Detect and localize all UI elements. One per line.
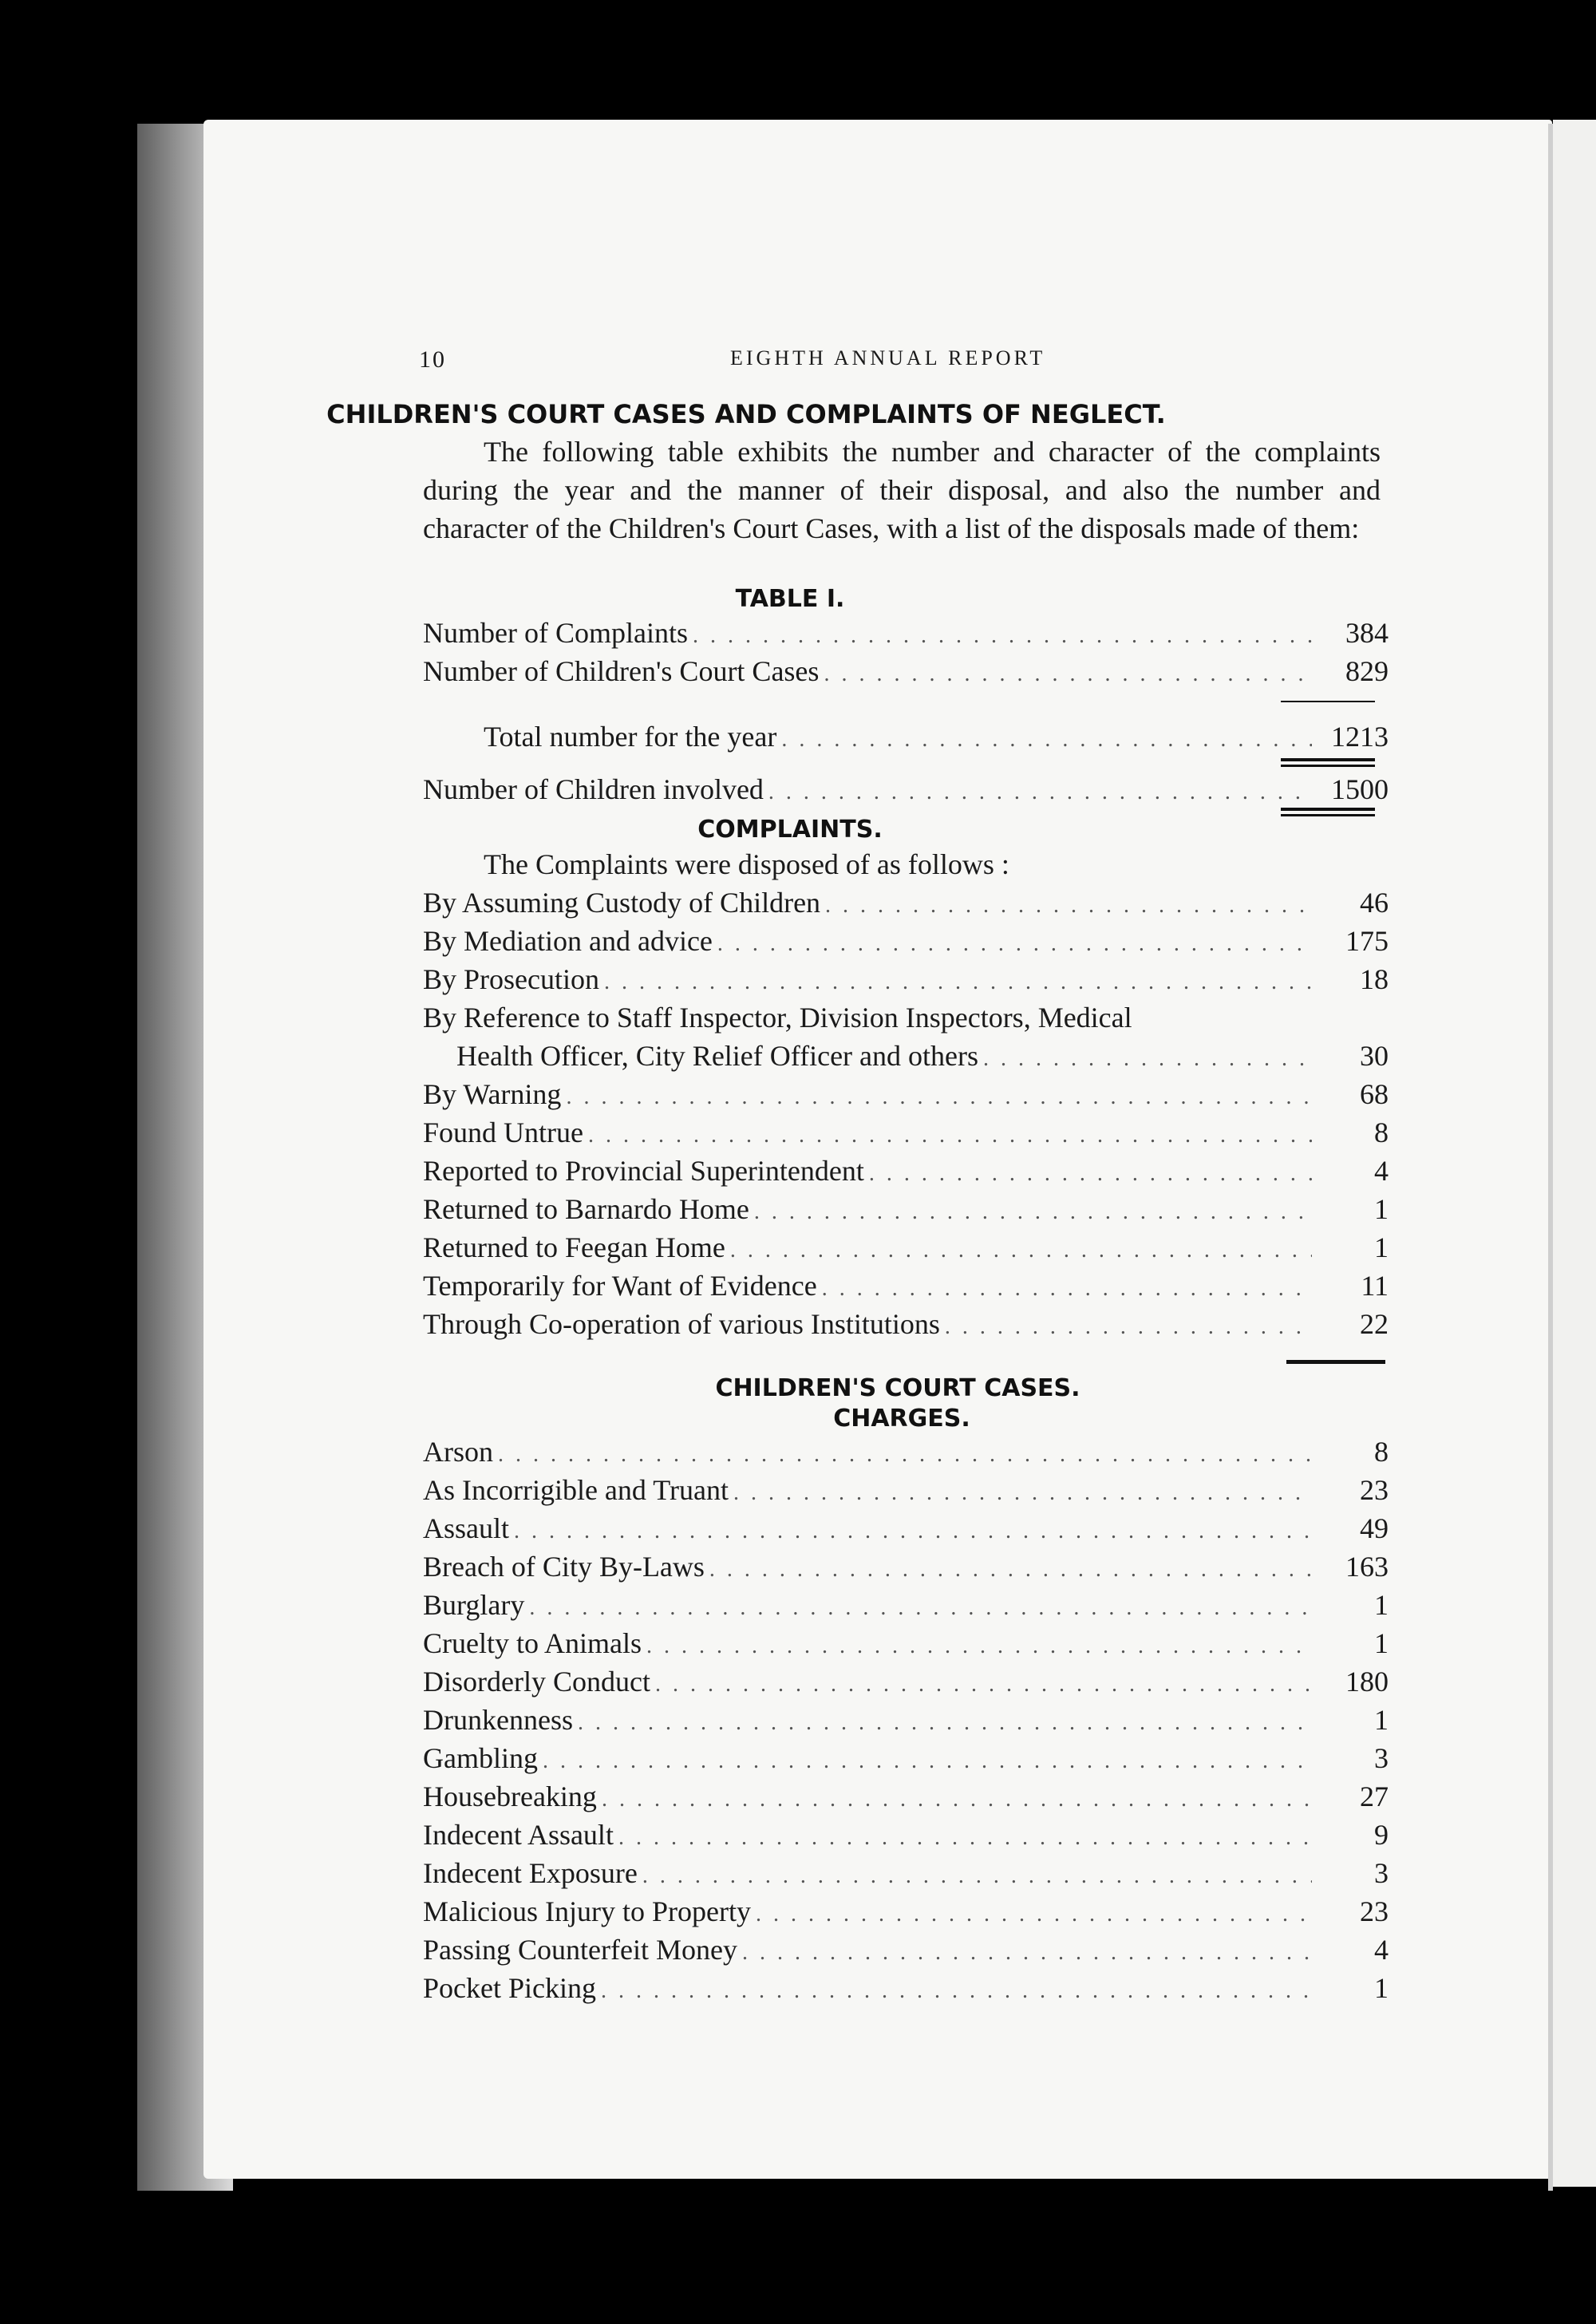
complaint-row <box>423 1152 1389 1189</box>
row-value: 68 <box>1360 1078 1389 1110</box>
charge-row <box>423 1970 1389 2006</box>
row-label: Gambling <box>423 1742 538 1774</box>
charge-row <box>423 1625 1389 1662</box>
running-head: EIGHTH ANNUAL REPORT <box>730 346 1046 370</box>
complaints-intro: The Complaints were disposed of as follows : <box>484 848 1009 880</box>
row-label: Drunkenness <box>423 1704 573 1736</box>
row-value: 27 <box>1360 1781 1389 1812</box>
complaint-row <box>423 1191 1389 1227</box>
row-value: 22 <box>1360 1308 1389 1340</box>
row-label: Passing Counterfeit Money <box>423 1934 737 1966</box>
row-label: Housebreaking <box>423 1781 597 1812</box>
row-value: 18 <box>1360 963 1389 995</box>
row-label: By Warning <box>423 1078 562 1110</box>
charge-row <box>423 1740 1389 1777</box>
table1-row-total <box>423 718 1389 755</box>
row-label: Returned to Feegan Home <box>423 1231 725 1263</box>
subtotal-rule <box>1281 701 1375 702</box>
row-value: 23 <box>1360 1895 1389 1927</box>
row-value: 1 <box>1374 1627 1389 1659</box>
charge-row <box>423 1778 1389 1815</box>
complaint-row <box>423 1306 1389 1342</box>
row-value: 11 <box>1361 1270 1389 1302</box>
complaint-row <box>423 1267 1389 1304</box>
row-value: 1 <box>1374 1231 1389 1263</box>
total-rule-double <box>1281 765 1375 767</box>
complaint-row <box>423 1038 1389 1074</box>
charge-row <box>423 1587 1389 1623</box>
row-value: 3 <box>1374 1857 1389 1889</box>
row-label: By Assuming Custody of Children <box>423 887 821 919</box>
row-label: Arson <box>423 1436 493 1468</box>
charge-row <box>423 1931 1389 1968</box>
row-value: 23 <box>1360 1474 1389 1506</box>
row-value: 49 <box>1360 1512 1389 1544</box>
row-value: 829 <box>1345 655 1389 687</box>
page-header <box>419 346 1377 378</box>
charge-row <box>423 1893 1389 1930</box>
total-rule <box>1281 758 1375 761</box>
row-label: Breach of City By-Laws <box>423 1551 705 1583</box>
charge-row <box>423 1548 1389 1585</box>
row-value: 1213 <box>1331 721 1389 753</box>
table1-row-court-cases <box>423 653 1389 690</box>
row-label: Burglary <box>423 1589 525 1621</box>
facing-page-edge <box>1553 120 1596 2187</box>
complaint-row <box>423 1076 1389 1113</box>
charge-row <box>423 1816 1389 1853</box>
row-label: Returned to Barnardo Home <box>423 1193 749 1225</box>
row-value: 3 <box>1374 1742 1389 1774</box>
row-label: Malicious Injury to Property <box>423 1895 751 1927</box>
complaint-row <box>423 1229 1389 1266</box>
row-label: By Prosecution <box>423 963 599 995</box>
charge-row <box>423 1472 1389 1508</box>
court-cases-heading: CHILDREN'S COURT CASES. <box>715 1374 1080 1402</box>
row-value: 4 <box>1374 1934 1389 1966</box>
intro-paragraph <box>423 433 1381 547</box>
row-label: Number of Complaints <box>423 617 688 649</box>
row-value: 175 <box>1345 925 1389 957</box>
complaint-row <box>423 961 1389 998</box>
row-label: Pocket Picking <box>423 1972 596 2004</box>
row-value: 180 <box>1345 1666 1389 1698</box>
charge-row <box>423 1663 1389 1700</box>
row-value: 46 <box>1360 887 1389 919</box>
table1-heading: TABLE I. <box>735 585 845 613</box>
charge-row <box>423 1702 1389 1738</box>
table1-row-children <box>423 771 1389 808</box>
page-number: 10 <box>419 346 446 373</box>
complaint-row-continued: By Reference to Staff Inspector, Division Inspectors, Medical <box>423 1002 1132 1034</box>
row-label: Number of Children involved <box>423 773 764 805</box>
row-label: Cruelty to Animals <box>423 1627 642 1659</box>
row-label: As Incorrigible and Truant <box>423 1474 729 1506</box>
row-label: By Mediation and advice <box>423 925 713 957</box>
complaint-row <box>423 884 1389 921</box>
row-label: Through Co-operation of various Institutions <box>423 1308 940 1340</box>
table1-row-complaints <box>423 615 1389 651</box>
row-value: 1 <box>1374 1704 1389 1736</box>
row-label: Total number for the year <box>484 721 777 753</box>
charge-row <box>423 1433 1389 1470</box>
charge-row <box>423 1510 1389 1547</box>
row-label: Number of Children's Court Cases <box>423 655 820 687</box>
row-label: Health Officer, City Relief Officer and others <box>456 1040 978 1072</box>
row-label: Reported to Provincial Superintendent <box>423 1155 864 1187</box>
row-value: 9 <box>1374 1819 1389 1851</box>
row-label: Indecent Exposure <box>423 1857 638 1889</box>
row-label: Found Untrue <box>423 1117 583 1148</box>
row-value: 8 <box>1374 1117 1389 1148</box>
intro-text: The following table exhibits the number and character of the complaints during the year and the manner of their disposal, and also the number and character of the Children's Court Cases, with a list of the disposals made of them: <box>423 436 1381 544</box>
row-value: 1500 <box>1331 773 1389 805</box>
row-value: 1 <box>1374 1972 1389 2004</box>
row-label: Temporarily for Want of Evidence <box>423 1270 817 1302</box>
page-title: CHILDREN'S COURT CASES AND COMPLAINTS OF NEGLECT. <box>326 399 1166 429</box>
row-value: 384 <box>1345 617 1389 649</box>
row-value: 1 <box>1374 1193 1389 1225</box>
row-label: Assault <box>423 1512 509 1544</box>
row-value: 1 <box>1374 1589 1389 1621</box>
charges-heading: CHARGES. <box>833 1405 970 1433</box>
charge-row <box>423 1855 1389 1891</box>
row-label: Disorderly Conduct <box>423 1666 650 1698</box>
row-value: 4 <box>1374 1155 1389 1187</box>
complaints-rule <box>1286 1360 1385 1364</box>
complaint-row <box>423 923 1389 959</box>
row-value: 8 <box>1374 1436 1389 1468</box>
children-rule <box>1281 808 1375 811</box>
row-label: Indecent Assault <box>423 1819 614 1851</box>
row-value: 30 <box>1360 1040 1389 1072</box>
row-value: 163 <box>1345 1551 1389 1583</box>
complaints-heading: COMPLAINTS. <box>697 816 883 844</box>
complaint-row <box>423 1114 1389 1151</box>
